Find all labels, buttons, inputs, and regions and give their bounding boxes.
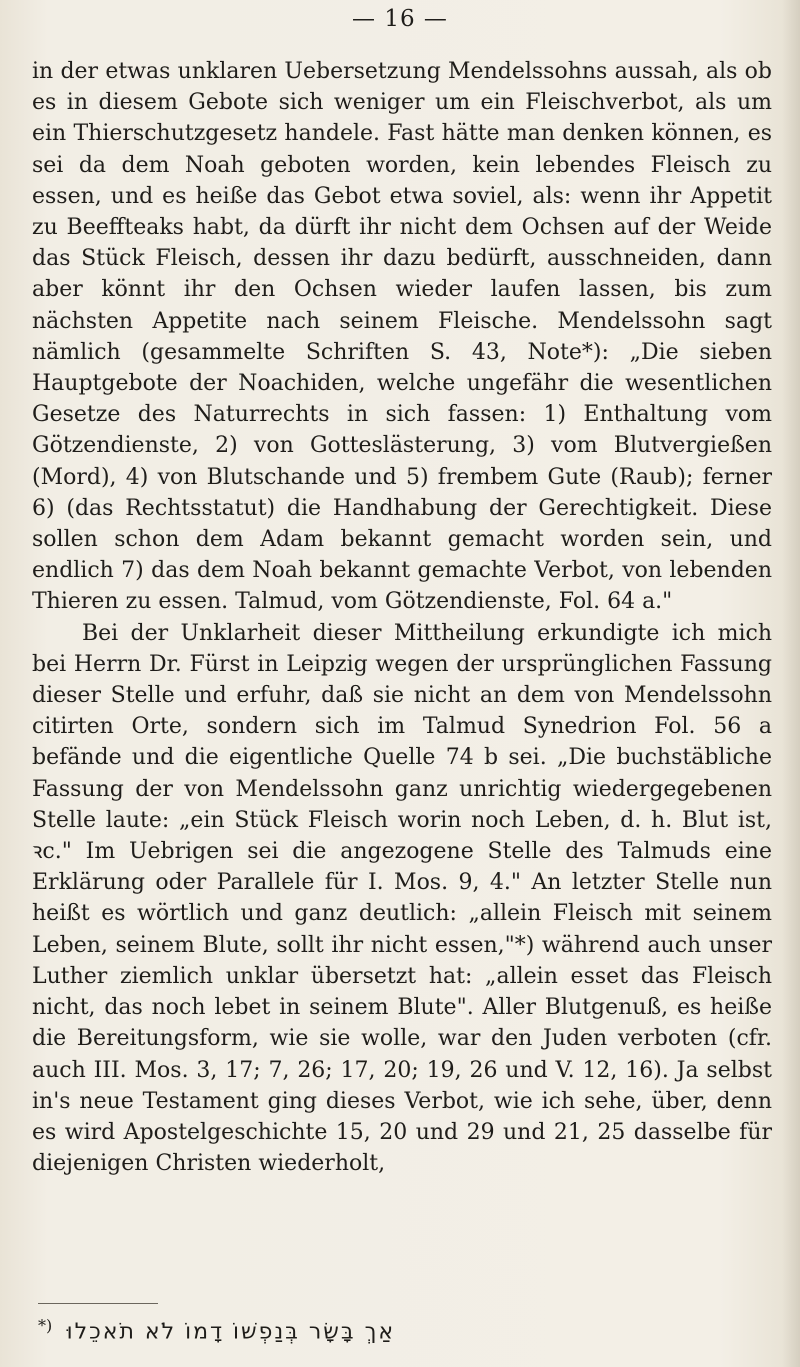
footnote-hebrew-text: אַךְ בָּשָׂר בְּנַפְשׁוֹ דָמוֹ לֹא תֹאכֵלוּ — [66, 1319, 396, 1345]
body-text — [32, 56, 772, 1179]
footnote — [38, 1312, 738, 1347]
footnote-divider — [38, 1303, 158, 1304]
footnote-mark: *) — [38, 1316, 53, 1335]
paragraph-1: in der etwas unklaren Uebersetzung Mendelssohns aussah, als ob es in diesem Gebote sich weniger um ein Fleischverbot, als um ein Thierschutzgesetz handele. Fast hätte man denken können, es sei da dem Noah geboten worden, kein lebendes Fleisch zu essen, und es heiße das Gebot etwa soviel, als: wenn ihr Appetit zu Beeffteaks habt, da dürft ihr nicht dem Ochsen auf der Weide das Stück Fleisch, dessen ihr dazu bedürft, ausschneiden, dann aber könnt ihr den Ochsen wieder laufen lassen, bis zum nächsten Appetite nach seinem Fleische. Mendelssohn sagt nämlich (gesammelte Schriften S. 43, Note*): „Die sieben Hauptgebote der Noachiden, welche ungefähr die wesentlichen Gesetze des Naturrechts in sich fassen: 1) Enthaltung vom Götzendienste, 2) von Gotteslästerung, 3) vom Blutvergießen (Mord), 4) von Blutschande und 5) frembem Gute (Raub); ferner 6) (das Rechtsstatut) die Handhabung der Gerechtigkeit. Diese sollen schon dem Adam bekannt gemacht worden sein, und endlich 7) das dem Noah bekannt gemachte Verbot, von lebenden Thieren zu essen. Talmud, vom Götzendienste, Fol. 64 a." — [32, 59, 772, 615]
page-edge-shadow — [782, 0, 800, 1367]
paragraph-2: Bei der Unklarheit dieser Mittheilung erkundigte ich mich bei Herrn Dr. Fürst in Leipzig wegen der ursprünglichen Fassung dieser Stelle und erfuhr, daß sie nicht an dem von Mendelssohn citirten Orte, sondern sich im Talmud Synedrion Fol. 56 a befände und die eigentliche Quelle 74 b sei. „Die buchstäbliche Fassung der von Mendelssohn ganz unrichtig wiedergegebenen Stelle laute: „ein Stück Fleisch worin noch Leben, d. h. Blut ist, ꝛc." Im Uebrigen sei die angezogene Stelle des Talmuds eine Erklärung oder Parallele für I. Mos. 9, 4." An letzter Stelle nun heißt es wörtlich und ganz deutlich: „allein Fleisch mit seinem Leben, seinem Blute, sollt ihr nicht essen,"*) während auch unser Luther ziemlich unklar übersetzt hat: „allein esset das Fleisch nicht, das noch lebet in seinem Blute". Aller Blutgenuß, es heiße die Bereitungsform, wie sie wolle, war den Juden verboten (cfr. auch III. Mos. 3, 17; 7, 26; 17, 20; 19, 26 und V. 12, 16). Ja selbst in's neue Testament ging dieses Verbot, wie ich sehe, über, denn es wird Apostelgeschichte 15, 20 und 29 und 21, 25 dasselbe für diejenigen Christen wiederholt, — [32, 620, 772, 1177]
page-number: — 16 — — [352, 6, 448, 32]
